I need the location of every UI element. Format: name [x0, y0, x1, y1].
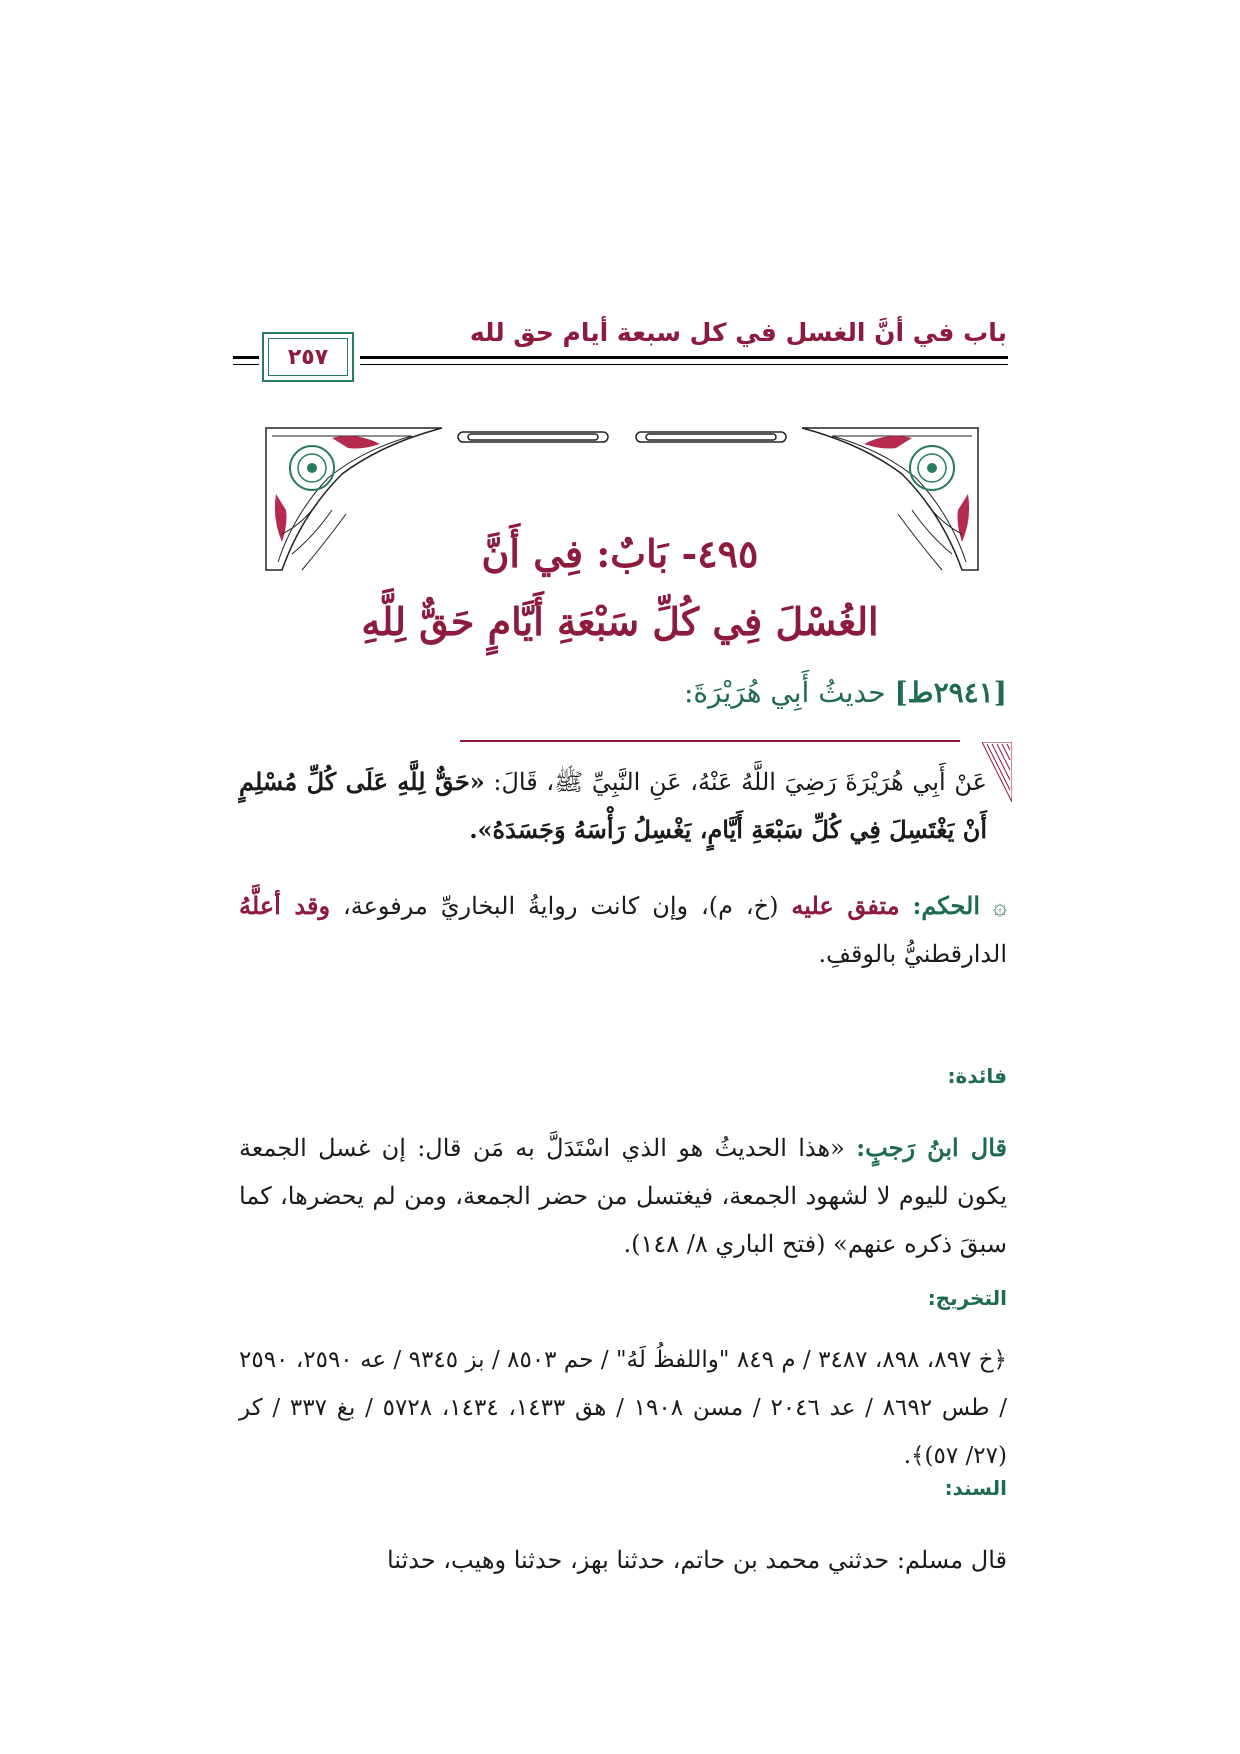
benefit-speaker: قال ابنُ رَجبٍ:	[856, 1133, 1008, 1162]
hadith-heading	[287, 676, 1007, 709]
hadith-number: [٢٩٤١ط]	[894, 676, 1007, 709]
page-number: ٢٥٧	[287, 344, 329, 370]
takhrij-paragraph: ﴿خ ٨٩٧، ٨٩٨، ٣٤٨٧ / م ٨٤٩ "واللفظُ لَهُ" / حم ٨٥٠٣ / بز ٩٣٤٥ / عه ٢٥٩٠، ٢٥٩٠ / طس ٨٦٩٢ / عد ٢٠٤٦ / مسن ١٩٠٨ / هق ١٤٣٣، ١٤٣٤، ٥٧٢٨ / بغ ٣٣٧ / كر (٢٧/ ٥٧)﴾.	[239, 1347, 1008, 1469]
header-rule	[360, 356, 1008, 359]
hukm-highlight: وقد أعلَّهُ	[239, 891, 331, 920]
rosette-icon: ۞	[992, 892, 1007, 920]
benefit-text: «هذا الحديثُ هو الذي اسْتَدَلَّ به مَن قال: إن غسل الجمعة يكون لليوم لا لشهود الجمعة، فيغتسل من حضر الجمعة، ومن لم يحضرها، كما سبقَ ذكره عنهم» (فتح الباري ٨/ ١٤٨).	[239, 1134, 1007, 1258]
hukm-text1: (خ، م)، وإن كانت روايةُ البخاريِّ مرفوعة،	[330, 892, 792, 920]
header-rule-left	[233, 356, 259, 359]
sanad-label: السند:	[944, 1476, 1007, 1500]
hukm-label: الحكم:	[912, 891, 981, 920]
hadith-matn	[239, 758, 987, 854]
benefit-label: فائدة:	[947, 1064, 1007, 1088]
chapter-heading	[290, 520, 950, 656]
running-title: باب في أنَّ الغسل في كل سبعة أيام حق لله	[469, 318, 1007, 347]
takhrij-label: التخريج:	[927, 1286, 1007, 1310]
chapter-heading-line1: ٤٩٥- بَابٌ: فِي أَنَّ	[481, 531, 759, 576]
matn-isnad: عَنْ أَبِي هُرَيْرَةَ رَضِيَ اللَّهُ عَنْهُ، عَنِ النَّبِيِّ ﷺ، قَالَ:	[484, 768, 987, 796]
header-rule-thin	[360, 364, 1008, 365]
hadith-heading-underline	[460, 740, 960, 742]
hukm-text2: الدارقطنيُّ بالوقفِ.	[818, 940, 1007, 968]
hadith-title: حديثُ أَبِي هُرَيْرَةَ:	[683, 676, 886, 709]
chapter-heading-line2: الغُسْلَ فِي كُلِّ سَبْعَةِ أَيَّامٍ حَقٌّ لِلَّهِ	[361, 599, 879, 644]
hukm-paragraph	[239, 882, 1007, 978]
benefit-paragraph	[239, 1124, 1007, 1268]
hukm-verdict: متفق عليه	[791, 891, 900, 920]
page-number-box	[262, 332, 354, 382]
header-rule-left-thin	[233, 364, 259, 365]
sanad-paragraph: قال مسلم: حدثني محمد بن حاتم، حدثنا بهز، حدثنا وهيب، حدثنا	[387, 1546, 1007, 1574]
matn-text: «حَقٌّ لِلَّهِ عَلَى كُلِّ مُسْلِمٍ أَنْ يَغْتَسِلَ فِي كُلِّ سَبْعَةِ أَيَّامٍ، يَغْسِلُ رَأْسَهُ وَجَسَدَهُ».	[239, 767, 987, 844]
